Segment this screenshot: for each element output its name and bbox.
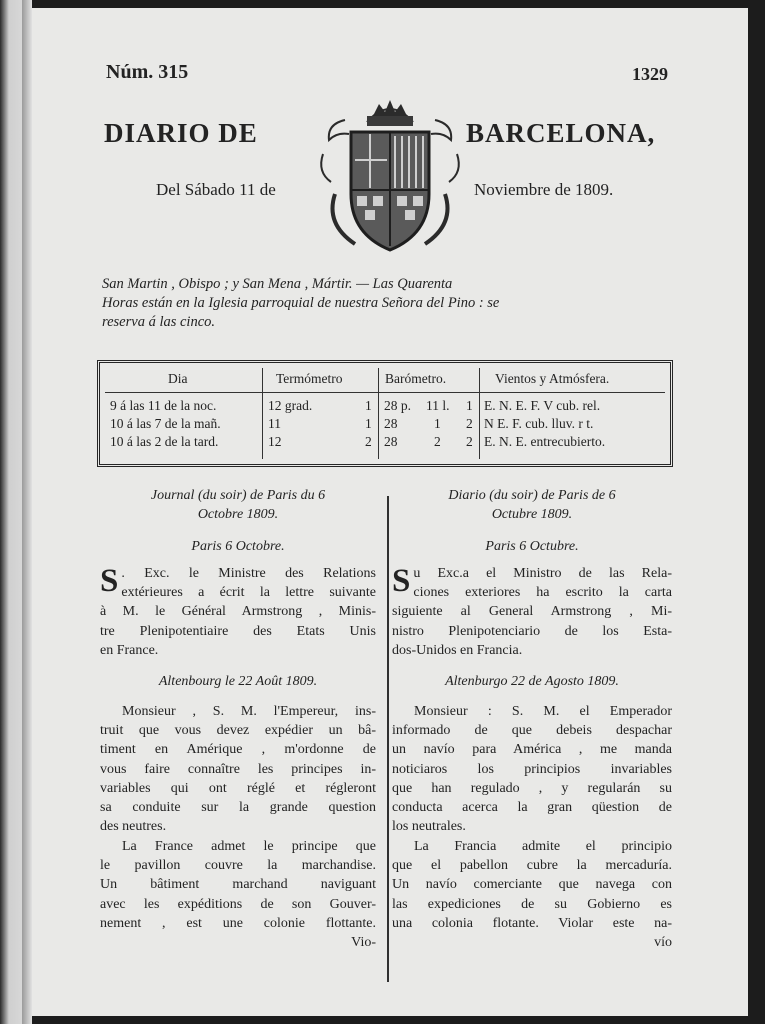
- text-line: un navío para América , me manda: [392, 742, 672, 758]
- row-viento: N E. F. cub. lluv. r t.: [484, 416, 594, 431]
- text-line: extérieures a écrit la lettre suivante: [121, 585, 376, 601]
- text-line: à M. le Général Armstrong , Minis-: [100, 604, 376, 620]
- column-heading: [392, 486, 672, 525]
- text-line: La France admet le principe que: [122, 838, 376, 854]
- dateline: Altenbourg le 22 Août 1809.: [158, 674, 318, 690]
- text-line: las expediciones de su Gobierno es: [392, 896, 672, 912]
- text-line: que han regulado , y regularán su: [392, 780, 672, 796]
- row-termo-b: 1: [365, 416, 372, 431]
- heading-line: Journal (du soir) de Paris du 6: [150, 488, 326, 503]
- saints-of-the-day: [102, 275, 678, 332]
- text-line: Un navío comerciante que navega con: [392, 877, 672, 893]
- paragraph: [392, 837, 672, 953]
- dateline: Paris 6 Octubre.: [485, 538, 579, 554]
- page-number: 1329: [632, 64, 668, 84]
- row-dia: 9 á las 11 de la noc.: [110, 398, 217, 413]
- left-column: [100, 486, 376, 953]
- row-baro-b: 1: [434, 416, 441, 431]
- row-dia: 10 á las 7 de la mañ.: [110, 416, 221, 431]
- text-line: La Francia admite el principio: [414, 838, 672, 854]
- row-termo-b: 1: [365, 398, 372, 413]
- text-line: nistro Plenipotenciario de los Esta-: [392, 623, 672, 639]
- text-line: tre Plenipotentiaire des Etats Unis: [100, 623, 376, 639]
- catchword: Vio-: [351, 935, 376, 951]
- row-baro-c: 2: [466, 416, 473, 431]
- heading-line: Octobre 1809.: [197, 507, 279, 523]
- row-baro-a: 28: [384, 434, 398, 449]
- table-rule: [378, 368, 379, 459]
- col-header-vientos: Vientos y Atmósfera.: [495, 371, 610, 386]
- coat-of-arms-icon: [315, 94, 465, 264]
- column-divider: [387, 496, 389, 982]
- row-baro-a: 28 p.: [384, 398, 411, 413]
- text-line: vous faire connaître les principes in-: [100, 761, 376, 777]
- table-rule: [479, 368, 480, 459]
- col-header-termometro: Termómetro: [276, 371, 343, 386]
- paragraph: [392, 564, 672, 660]
- saints-line: San Martin , Obispo ; y San Mena , Mártir. — Las Quarenta: [102, 276, 453, 292]
- text-line: informado de que debeis despachar: [392, 722, 672, 738]
- row-termo: 12: [268, 434, 282, 449]
- row-viento: E. N. E. entrecubierto.: [484, 434, 606, 449]
- saints-line: Horas están en la Iglesia parroquial de nuestra Señora del Pino : se: [102, 295, 500, 311]
- text-line: truit que vous devez expédier un bâ-: [100, 722, 376, 738]
- row-baro-c: 1: [466, 398, 473, 413]
- drop-cap: S: [100, 562, 119, 599]
- text-line: conducta acerca la gran qüestion de: [392, 800, 672, 816]
- text-line: dos-Unidos en Francia.: [392, 643, 523, 659]
- text-line: sa conduite sur la grande question: [100, 800, 376, 816]
- date-left: Del Sábado 11 de: [156, 180, 276, 199]
- text-line: Un bâtiment marchand naviguant: [100, 877, 376, 893]
- text-line: siguiente al General Armstrong , Mi-: [392, 604, 672, 620]
- row-baro-b: 11 l.: [426, 398, 450, 413]
- masthead-title-right: BARCELONA,: [466, 118, 656, 148]
- text-line: Monsieur , S. M. l'Empereur, ins-: [122, 703, 376, 719]
- weather-table: [97, 360, 673, 467]
- newspaper-page: [32, 8, 748, 1016]
- text-line: avec les expéditions de son Gouver-: [100, 896, 376, 912]
- date-right: Noviembre de 1809.: [474, 180, 614, 199]
- text-line: los neutrales.: [392, 819, 466, 835]
- row-termo-b: 2: [365, 434, 372, 449]
- heading-line: Diario (du soir) de Paris de 6: [448, 488, 616, 503]
- saints-line: reserva á las cinco.: [102, 314, 216, 330]
- text-line: en France.: [100, 643, 159, 659]
- text-line: nement , est une colonie flottante.: [100, 915, 376, 931]
- drop-cap: S: [392, 562, 411, 599]
- masthead-title-left: DIARIO DE: [104, 118, 258, 148]
- row-dia: 10 á las 2 de la tard.: [110, 434, 219, 449]
- text-line: una colonia flotante. Violar este na-: [392, 915, 672, 931]
- text-line: timent en Amérique , m'ordonne de: [100, 742, 376, 758]
- book-gutter: [22, 0, 32, 1024]
- text-line: Monsieur : S. M. el Emperador: [414, 703, 672, 719]
- paragraph: [392, 702, 672, 837]
- row-viento: E. N. E. F. V cub. rel.: [484, 398, 601, 413]
- col-header-dia: Dia: [168, 371, 188, 386]
- text-line: que el pabellon cubre la mercaduría.: [392, 858, 672, 874]
- row-baro-a: 28: [384, 416, 398, 431]
- table-rule: [262, 368, 263, 459]
- text-line: variables qui ont réglé et régleront: [100, 780, 376, 796]
- paragraph: [100, 702, 376, 837]
- text-line: . Exc. le Ministre des Relations: [121, 565, 376, 581]
- row-baro-c: 2: [466, 434, 473, 449]
- paragraph: [100, 564, 376, 660]
- dateline: Altenburgo 22 de Agosto 1809.: [445, 674, 619, 690]
- row-baro-b: 2: [434, 434, 441, 449]
- right-column: [392, 486, 672, 953]
- heading-line: Octubre 1809.: [491, 507, 573, 523]
- row-termo: 11: [268, 416, 281, 431]
- column-heading: [100, 486, 376, 525]
- table-rule: [105, 392, 665, 393]
- text-line: des neutres.: [100, 819, 167, 835]
- text-line: le pavillon couvre la marchandise.: [100, 858, 376, 874]
- col-header-barometro: Barómetro.: [385, 371, 447, 386]
- text-line: ciones exteriores ha escrito la carta: [413, 585, 672, 601]
- paragraph: [100, 837, 376, 953]
- issue-number: Núm. 315: [106, 61, 189, 83]
- dateline: Paris 6 Octobre.: [191, 538, 285, 554]
- text-line: noticiaros los principios invariables: [392, 761, 672, 777]
- row-termo: 12 grad.: [268, 398, 313, 413]
- catchword: vío: [654, 935, 672, 951]
- text-line: u Exc.a el Ministro de las Rela-: [413, 565, 672, 581]
